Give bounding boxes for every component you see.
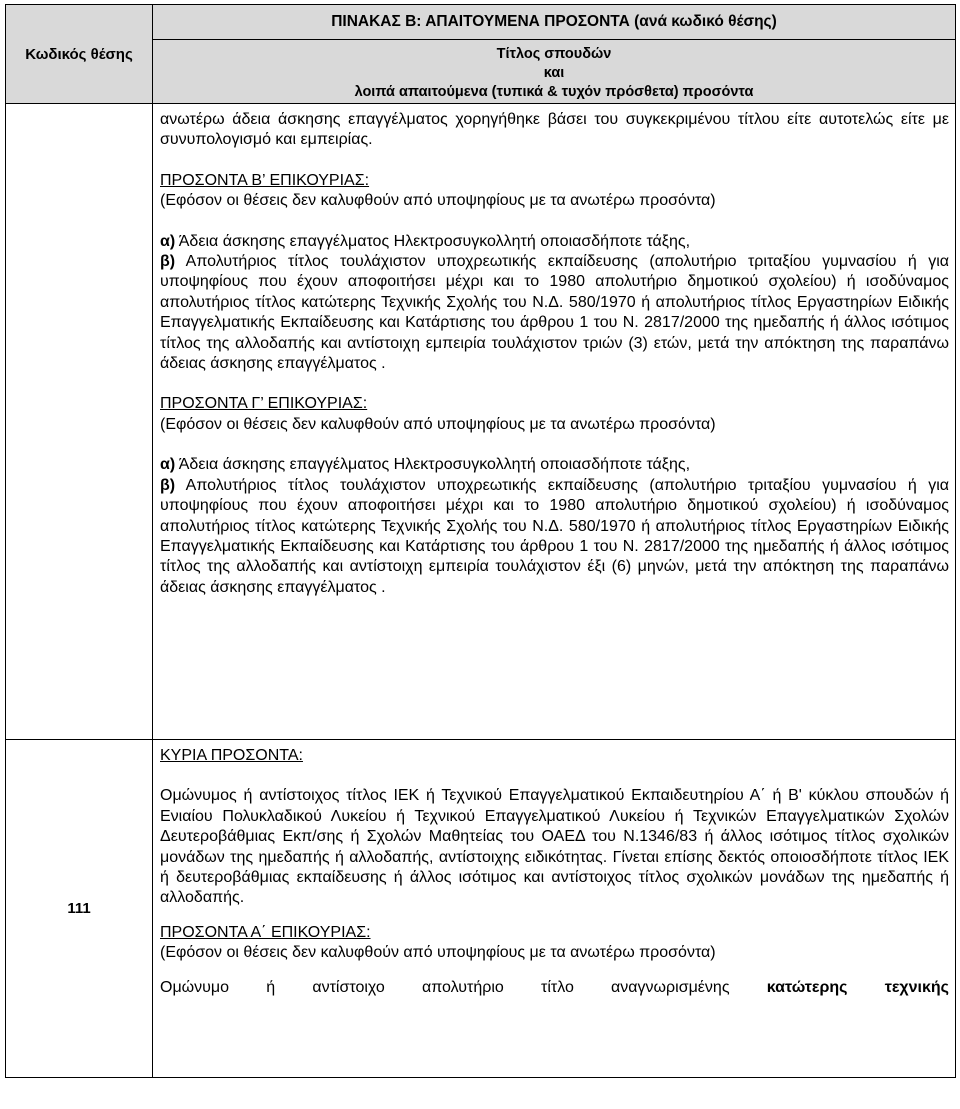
section-heading-main: ΚΥΡΙΑ ΠΡΟΣΟΝΤΑ: [160, 747, 303, 764]
table-title: ΠΙΝΑΚΑΣ Β: ΑΠΑΙΤΟΥΜΕΝΑ ΠΡΟΣΟΝΤΑ (ανά κωδικό θέσης) [153, 5, 956, 40]
item-label: β) [160, 476, 176, 494]
item-label: α) [160, 456, 176, 474]
qualifications-cell [153, 104, 956, 740]
requirement-beta-c [160, 476, 949, 598]
item-text: Άδεια άσκησης επαγγέλματος Ηλεκτροσυγκολλητή οποιασδήποτε τάξης, [175, 456, 691, 474]
qualifications-cell [153, 740, 956, 1078]
code-cell-empty [6, 104, 153, 740]
item-label: α) [160, 232, 176, 250]
section-heading-b: ΠΡΟΣΟΝΤΑ Β’ ΕΠΙΚΟΥΡΙΑΣ: [160, 171, 370, 189]
qualifications-column-header [153, 40, 956, 104]
item-text: Ομώνυμο ή αντίστοιχο απολυτήριο τίτλο αναγνωρισμένης [160, 978, 767, 996]
section-heading-c: ΠΡΟΣΟΝΤΑ Γ’ ΕΠΙΚΟΥΡΙΑΣ: [160, 395, 368, 413]
item-text: Άδεια άσκησης επαγγέλματος Ηλεκτροσυγκολλητή οποιασδήποτε τάξης, [175, 232, 691, 250]
column-header-line-1: Τίτλος σπουδών [496, 46, 612, 63]
requirement-alpha-c [160, 455, 949, 475]
section-heading-a: ΠΡΟΣΟΝΤΑ Α΄ ΕΠΙΚΟΥΡΙΑΣ: [160, 923, 371, 941]
main-requirement-text: Ομώνυμος ή αντίστοιχος τίτλος ΙΕΚ ή Τεχνικού Επαγγελματικού Εκπαιδευτηρίου Α΄ ή Β' κύκλου σπουδών ή Ενιαίου Πολυκλαδικού Λυκείου ή Τεχνικού Επαγγελματικού Λυκείου ή Τεχνικών Επαγγελματικών Σχολών Δευτεροβάθμιας Εκπ/σης ή Σχολών Μαθητείας του ΟΑΕΔ του Ν.1346/83 ή άλλος ισότιμος τίτλος σχολικών μονάδων της ημεδαπής ή αλλοδαπής, αντίστοιχης ειδικότητας. Γίνεται επίσης δεκτός οποιοσδήποτε τίτλος ΙΕΚ ή δευτεροβάθμιας εκπαίδευσης ή άλλος ισότιμος και αντίστοιχος τίτλος σχολικών μονάδων της ημεδαπής ή αλλοδαπής. [160, 787, 949, 907]
item-text: Απολυτήριος τίτλος τουλάχιστον υποχρεωτικής εκπαίδευσης (απολυτήριο τριταξίου γυμνασίου ή για υποψηφίους που έχουν αποφοιτήσει μέχρι και το 1980 απολυτήριο δημοτικού σχολείου) ή ισοδύναμος απολυτήριος τίτλος κατώτερης Τεχνικής Σχολής του Ν.Δ. 580/1970 ή απολυτήριος τίτλος Εργαστηρίων Ειδικής Επαγγελματικής Εκπαίδευσης και Κατάρτισης του άρθρου 1 του Ν. 2817/2000 της ημεδαπής ή άλλος ισότιμος τίτλος της αλλοδαπής και αντίστοιχη εμπειρία τουλάχιστον έξι (6) μηνών, μετά την απόκτηση της παραπάνω άδειας άσκησης επαγγέλματος . [160, 476, 949, 596]
column-header-line-2: και [543, 65, 565, 82]
table-row [6, 104, 956, 740]
item-text: Απολυτήριος τίτλος τουλάχιστον υποχρεωτικής εκπαίδευσης (απολυτήριο τριταξίου γυμνασίου ή για υποψηφίους που έχουν αποφοιτήσει μέχρι και το 1980 απολυτήριο δημοτικού σχολείου) ή ισοδύναμος απολυτήριος τίτλος κατώτερης Τεχνικής Σχολής του Ν.Δ. 580/1970 ή απολυτήριος τίτλος Εργαστηρίων Ειδικής Επαγγελματικής Εκπαίδευσης και Κατάρτισης του άρθρου 1 του Ν. 2817/2000 της ημεδαπής ή άλλος ισότιμος τίτλος της αλλοδαπής και αντίστοιχη εμπειρία τουλάχιστον τριών (3) ετών, μετά την απόκτηση της παραπάνω άδειας άσκησης επαγγέλματος . [160, 253, 949, 373]
requirement-beta-b [160, 252, 949, 374]
section-note-c: (Εφόσον οι θέσεις δεν καλυφθούν από υποψηφίους με τα ανωτέρω προσόντα) [160, 415, 716, 433]
item-label: β) [160, 253, 176, 271]
section-note-a: (Εφόσον οι θέσεις δεν καλυφθούν από υποψηφίους με τα ανωτέρω προσόντα) [160, 944, 716, 962]
column-header-line-3: λοιπά απαιτούμενα (τυπικά & τυχόν πρόσθετα) προσόντα [354, 84, 754, 101]
item-text-bold: κατώτερης τεχνικής [766, 978, 950, 996]
code-column-header: Κωδικός θέσης [6, 5, 153, 104]
requirement-alpha-b [160, 232, 949, 252]
section-note-b: (Εφόσον οι θέσεις δεν καλυφθούν από υποψηφίους με τα ανωτέρω προσόντα) [160, 192, 716, 210]
position-code: 111 [6, 740, 153, 1078]
table-row [6, 740, 956, 1078]
requirement-a-text [160, 978, 949, 998]
requirements-table [5, 4, 956, 1078]
continuation-text: ανωτέρω άδεια άσκησης επαγγέλματος χορηγήθηκε βάσει του συγκεκριμένου τίτλου είτε αυτοτελώς είτε με συνυπολογισμό και εμπειρίας. [160, 111, 949, 149]
